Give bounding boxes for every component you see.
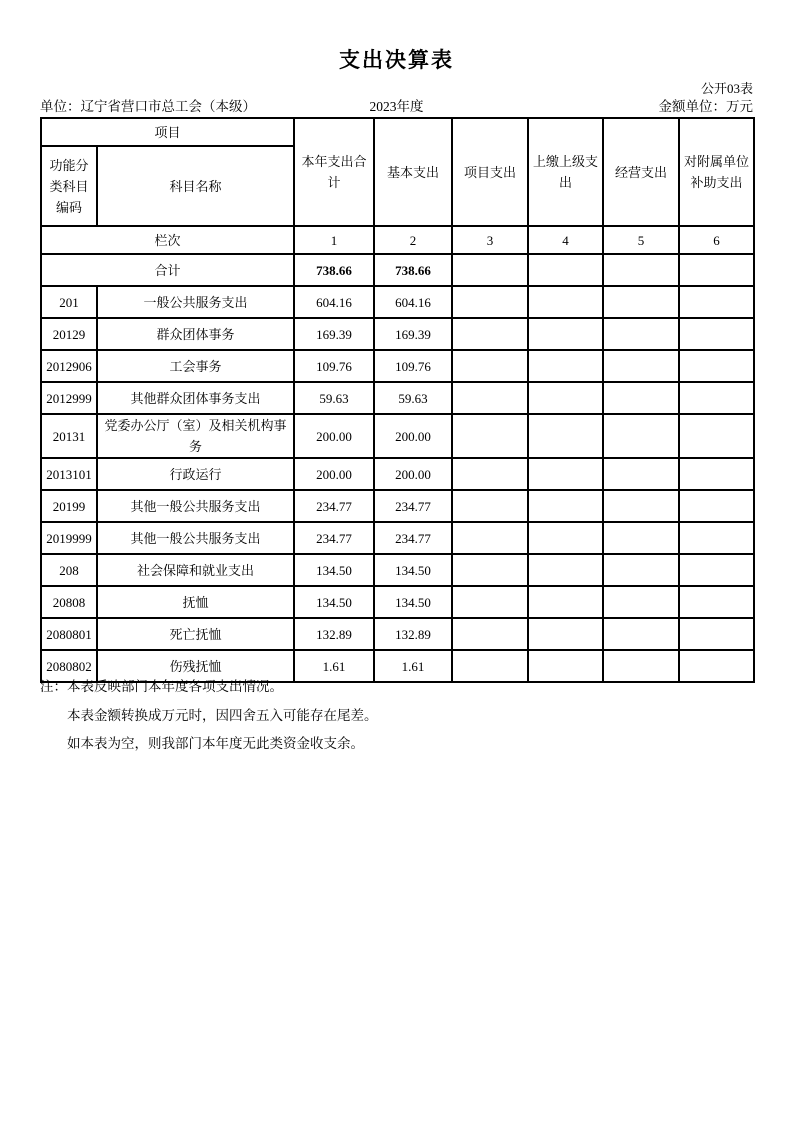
table-row (41, 554, 754, 586)
table-row (41, 586, 754, 618)
column-index-cell: 5 (603, 226, 679, 254)
row-value-cell (452, 586, 528, 618)
table-body (41, 286, 754, 682)
row-value-cell (528, 458, 603, 490)
row-value-cell: 109.76 (374, 350, 452, 382)
row-value-cell (603, 522, 679, 554)
amount-unit-label: 金额单位：万元 (658, 99, 753, 114)
row-value-cell (603, 318, 679, 350)
row-code-cell: 2012999 (41, 382, 97, 414)
row-value-cell: 234.77 (294, 490, 374, 522)
row-value-cell: 134.50 (294, 554, 374, 586)
row-value-cell (679, 618, 754, 650)
note-line-2: 本表金额转换成万元时，因四舍五入可能存在尾差。 (67, 707, 378, 723)
table-row (41, 490, 754, 522)
row-value-cell (679, 586, 754, 618)
row-value-cell: 169.39 (374, 318, 452, 350)
row-subject-name-cell: 其他一般公共服务支出 (97, 522, 294, 554)
row-value-cell: 1.61 (374, 650, 452, 682)
row-value-cell (528, 286, 603, 318)
row-value-cell: 109.76 (294, 350, 374, 382)
col-header-total: 本年支出合计 (294, 118, 374, 226)
table-row (41, 414, 754, 458)
column-index-cell: 6 (679, 226, 754, 254)
row-value-cell: 604.16 (374, 286, 452, 318)
table-row (41, 618, 754, 650)
table-row (41, 382, 754, 414)
table-row (41, 458, 754, 490)
row-value-cell (603, 586, 679, 618)
total-value-cell (452, 254, 528, 286)
row-value-cell: 234.77 (374, 490, 452, 522)
row-value-cell (603, 458, 679, 490)
column-index-label: 栏次 (41, 226, 294, 254)
row-value-cell: 234.77 (374, 522, 452, 554)
row-value-cell (603, 490, 679, 522)
row-value-cell (452, 490, 528, 522)
row-value-cell (603, 382, 679, 414)
row-value-cell (603, 350, 679, 382)
row-code-cell: 2080801 (41, 618, 97, 650)
row-value-cell: 132.89 (294, 618, 374, 650)
row-value-cell (452, 522, 528, 554)
column-index-cell: 3 (452, 226, 528, 254)
unit-label: 单位：辽宁省营口市总工会（本级） (40, 99, 256, 114)
row-value-cell (679, 318, 754, 350)
year-label: 2023年度 (369, 99, 424, 114)
row-subject-name-cell: 伤残抚恤 (97, 650, 294, 682)
col-header-upturn: 上缴上级支出 (528, 118, 603, 226)
row-value-cell (679, 490, 754, 522)
row-value-cell (452, 414, 528, 458)
row-value-cell (679, 350, 754, 382)
row-value-cell: 200.00 (294, 458, 374, 490)
note-line-1: 注：本表反映部门本年度各项支出情况。 (40, 679, 283, 694)
table-row (41, 522, 754, 554)
col-header-project-exp: 项目支出 (452, 118, 528, 226)
row-value-cell (603, 618, 679, 650)
row-value-cell: 59.63 (294, 382, 374, 414)
column-index-row (41, 226, 754, 254)
col-header-operating: 经营支出 (603, 118, 679, 226)
table-header-section (41, 118, 754, 286)
row-subject-name-cell: 其他一般公共服务支出 (97, 490, 294, 522)
row-subject-name-cell: 群众团体事务 (97, 318, 294, 350)
row-value-cell (603, 414, 679, 458)
row-code-cell: 20808 (41, 586, 97, 618)
table-row (41, 350, 754, 382)
row-value-cell (528, 586, 603, 618)
total-value-cell: 738.66 (294, 254, 374, 286)
row-value-cell: 200.00 (294, 414, 374, 458)
row-value-cell (603, 554, 679, 586)
row-subject-name-cell: 抚恤 (97, 586, 294, 618)
total-value-cell (603, 254, 679, 286)
code-column-header: 功能分类科目编码 (41, 146, 97, 226)
row-code-cell: 2012906 (41, 350, 97, 382)
note-line-3: 如本表为空，则我部门本年度无此类资金收支余。 (67, 736, 364, 751)
total-row (41, 254, 754, 286)
row-value-cell (603, 286, 679, 318)
column-index-cell: 4 (528, 226, 603, 254)
row-code-cell: 201 (41, 286, 97, 318)
row-value-cell (528, 554, 603, 586)
row-value-cell (452, 618, 528, 650)
col-header-basic: 基本支出 (374, 118, 452, 226)
form-code-label: 公开03表 (700, 81, 753, 96)
column-index-cell: 2 (374, 226, 452, 254)
row-value-cell: 1.61 (294, 650, 374, 682)
row-value-cell: 234.77 (294, 522, 374, 554)
row-value-cell (679, 382, 754, 414)
row-value-cell (452, 350, 528, 382)
row-value-cell (528, 522, 603, 554)
row-code-cell: 2013101 (41, 458, 97, 490)
row-code-cell: 2019999 (41, 522, 97, 554)
row-code-cell: 20199 (41, 490, 97, 522)
row-value-cell (679, 286, 754, 318)
row-code-cell: 20131 (41, 414, 97, 458)
row-value-cell (528, 382, 603, 414)
row-value-cell (528, 414, 603, 458)
row-value-cell (528, 618, 603, 650)
row-value-cell (452, 458, 528, 490)
row-value-cell: 134.50 (374, 586, 452, 618)
row-value-cell (452, 318, 528, 350)
row-value-cell (679, 458, 754, 490)
page-title: 支出决算表 (339, 49, 454, 72)
row-subject-name-cell: 党委办公厅（室）及相关机构事务 (97, 414, 294, 458)
footnotes (40, 673, 740, 759)
meta-line (40, 95, 753, 113)
row-value-cell: 134.50 (374, 554, 452, 586)
table-row (41, 286, 754, 318)
row-subject-name-cell: 工会事务 (97, 350, 294, 382)
row-value-cell (528, 350, 603, 382)
row-subject-name-cell: 其他群众团体事务支出 (97, 382, 294, 414)
row-value-cell: 169.39 (294, 318, 374, 350)
total-value-cell (679, 254, 754, 286)
row-value-cell: 200.00 (374, 458, 452, 490)
row-value-cell (452, 554, 528, 586)
total-value-cell (528, 254, 603, 286)
row-code-cell: 208 (41, 554, 97, 586)
header-row-project (41, 118, 754, 146)
row-subject-name-cell: 一般公共服务支出 (97, 286, 294, 318)
row-value-cell: 134.50 (294, 586, 374, 618)
row-value-cell (528, 490, 603, 522)
project-group-header: 项目 (41, 118, 294, 146)
row-value-cell: 200.00 (374, 414, 452, 458)
subject-name-column-header: 科目名称 (97, 146, 294, 226)
row-value-cell (452, 382, 528, 414)
expenditure-table (40, 117, 755, 683)
row-value-cell (679, 414, 754, 458)
row-subject-name-cell: 社会保障和就业支出 (97, 554, 294, 586)
row-value-cell (528, 318, 603, 350)
row-value-cell: 132.89 (374, 618, 452, 650)
table-row (41, 318, 754, 350)
column-index-cell: 1 (294, 226, 374, 254)
row-code-cell: 2080802 (41, 650, 97, 682)
total-label: 合计 (41, 254, 294, 286)
row-code-cell: 20129 (41, 318, 97, 350)
row-value-cell (679, 522, 754, 554)
total-value-cell: 738.66 (374, 254, 452, 286)
row-value-cell (452, 286, 528, 318)
row-subject-name-cell: 行政运行 (97, 458, 294, 490)
row-subject-name-cell: 死亡抚恤 (97, 618, 294, 650)
row-value-cell (679, 554, 754, 586)
col-header-subsidy: 对附属单位补助支出 (679, 118, 754, 226)
row-value-cell: 59.63 (374, 382, 452, 414)
row-value-cell: 604.16 (294, 286, 374, 318)
